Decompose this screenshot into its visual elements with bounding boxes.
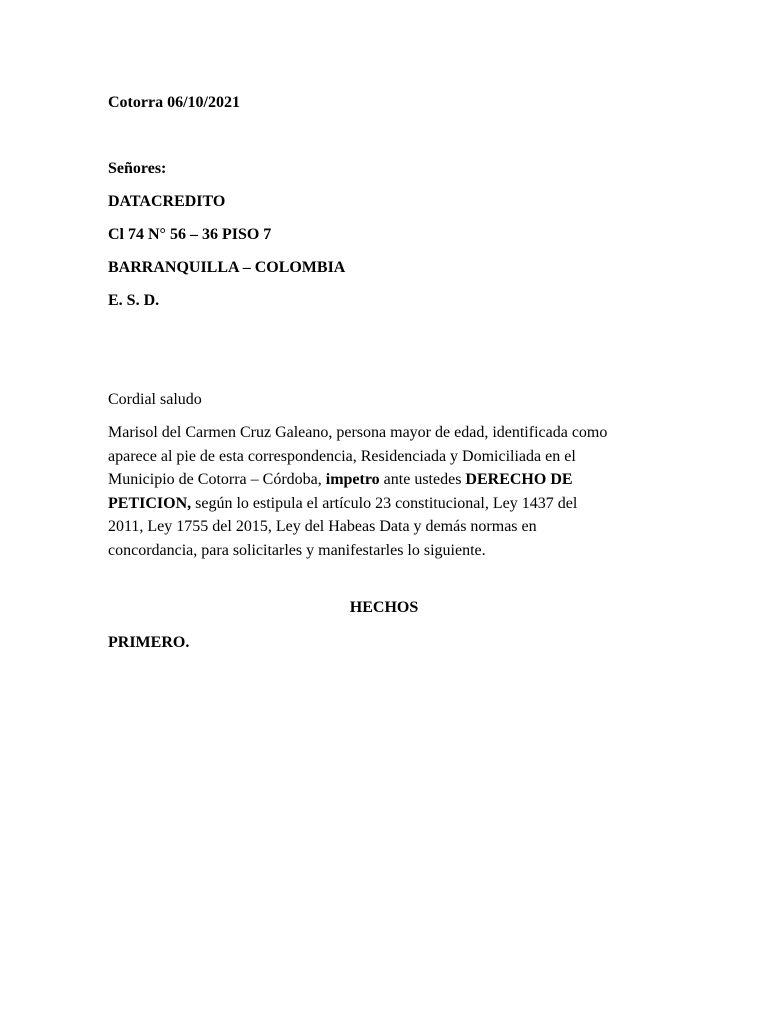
- recipient-city: BARRANQUILLA – COLOMBIA: [108, 259, 346, 276]
- recipient-name: DATACREDITO: [108, 193, 226, 210]
- greeting: Cordial saludo: [108, 391, 202, 408]
- recipient-address: Cl 74 N° 56 – 36 PISO 7: [108, 226, 272, 243]
- body-line-6: concordancia, para solicitarles y manifestarles lo siguiente.: [108, 541, 486, 559]
- body-line-5: 2011, Ley 1755 del 2015, Ley del Habeas Data y demás normas en: [108, 518, 537, 535]
- body-line-1: Marisol del Carmen Cruz Galeano, persona mayor de edad, identificada como: [108, 424, 608, 441]
- first-item-label: PRIMERO.: [108, 634, 190, 651]
- body-text: Municipio de Cotorra – Córdoba,: [108, 471, 326, 488]
- date-line: Cotorra 06/10/2021: [108, 94, 240, 111]
- bold-derecho-de: DERECHO DE: [465, 471, 573, 488]
- body-text: ante ustedes: [379, 471, 466, 488]
- esd-line: E. S. D.: [108, 292, 160, 309]
- body-line-4: [108, 492, 668, 516]
- bold-impetro: impetro: [325, 471, 380, 488]
- body-line-2: aparece al pie de esta correspondencia, Residenciada y Domiciliada en el: [108, 447, 576, 465]
- section-heading: HECHOS: [349, 599, 419, 616]
- salutation-to: Señores:: [108, 160, 167, 177]
- body-paragraph: [108, 421, 668, 562]
- body-text: según lo estipula el artículo 23 constitucional, Ley 1437 del: [191, 494, 578, 512]
- bold-peticion: PETICION,: [108, 494, 192, 512]
- body-line-3: [108, 468, 668, 492]
